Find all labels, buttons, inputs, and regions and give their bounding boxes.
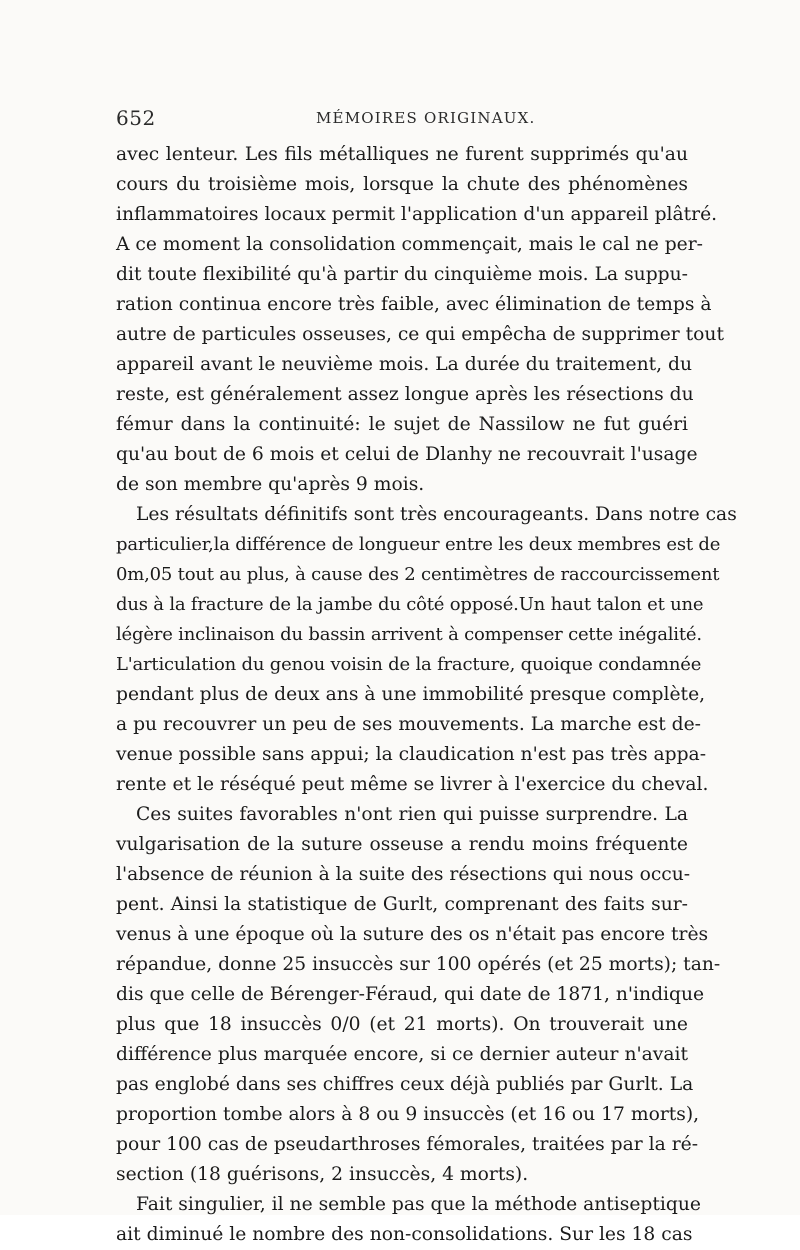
body-text [116,140,737,1250]
text-line: répandue, donne 25 insuccès sur 100 opérés (et 25 morts); tan- [116,954,721,975]
text-line: ait diminué le nombre des non-consolidations. Sur les 18 cas [116,1224,693,1245]
paragraph-last-line: section (18 guérisons, 2 insuccès, 4 morts). [116,1164,529,1185]
text-line: l'absence de réunion à la suite des résections qui nous occu- [116,864,691,885]
running-title: MÉMOIRES ORIGINAUX. [316,109,536,127]
text-line: venue possible sans appui; la claudication n'est pas très appa- [116,744,707,765]
text-line: cours du troisième mois, lorsque la chute des phénomènes [116,174,688,195]
page-number: 652 [116,106,156,130]
paragraph-last-line: rente et le réséqué peut même se livrer à l'exercice du cheval. [116,774,709,795]
text-line: inflammatoires locaux permit l'application d'un appareil plâtré. [116,204,718,225]
text-line: pour 100 cas de pseudarthroses fémorales, traitées par la ré- [116,1134,699,1155]
text-line: dit toute flexibilité qu'à partir du cinquième mois. La suppu- [116,264,688,285]
text-line: pendant plus de deux ans à une immobilité presque complète, [116,684,706,705]
text-line: avec lenteur. Les fils métalliques ne furent supprimés qu'au [116,144,688,165]
text-line: légère inclinaison du bassin arrivent à compenser cette inégalité. [116,624,702,645]
text-line: différence plus marquée encore, si ce dernier auteur n'avait [116,1044,688,1065]
text-line: venus à une époque où la suture des os n'était pas encore très [116,924,709,945]
text-line: L'articulation du genou voisin de la fracture, quoique condamnée [116,654,702,675]
text-line: particulier,la différence de longueur entre les deux membres est de [116,534,721,555]
text-line: qu'au bout de 6 mois et celui de Dlanhy ne recouvrait l'usage [116,444,698,465]
running-head [116,106,688,132]
paragraph-first-line: Les résultats définitifs sont très encourageants. Dans notre cas [136,504,737,525]
text-line: vulgarisation de la suture osseuse a rendu moins fréquente [116,834,688,855]
text-line: 0m,05 tout au plus, à cause des 2 centimètres de raccourcissement [116,564,720,585]
text-line: ration continua encore très faible, avec élimination de temps à [116,294,712,315]
text-line: plus que 18 insuccès 0/0 (et 21 morts). On trouverait une [116,1014,688,1035]
text-line: fémur dans la continuité: le sujet de Nassilow ne fut guéri [116,414,688,435]
text-line: appareil avant le neuvième mois. La durée du traitement, du [116,354,693,375]
text-line: A ce moment la consolidation commençait, mais le cal ne per- [116,234,703,255]
text-line: pent. Ainsi la statistique de Gurlt, comprenant des faits sur- [116,894,688,915]
paragraph-last-line: de son membre qu'après 9 mois. [116,474,425,495]
paragraph-first-line: Ces suites favorables n'ont rien qui puisse surprendre. La [136,804,688,825]
text-line: autre de particules osseuses, ce qui empêcha de supprimer tout [116,324,724,345]
text-line: pas englobé dans ses chiffres ceux déjà publiés par Gurlt. La [116,1074,694,1095]
text-line: dus à la fracture de la jambe du côté opposé.Un haut talon et une [116,594,704,615]
paragraph-first-line: Fait singulier, il ne semble pas que la méthode antiseptique [136,1194,701,1215]
text-line: dis que celle de Bérenger-Féraud, qui date de 1871, n'indique [116,984,705,1005]
text-line: proportion tombe alors à 8 ou 9 insuccès (et 16 ou 17 morts), [116,1104,700,1125]
text-line: a pu recouvrer un peu de ses mouvements. La marche est de- [116,714,701,735]
text-line: reste, est généralement assez longue après les résections du [116,384,694,405]
